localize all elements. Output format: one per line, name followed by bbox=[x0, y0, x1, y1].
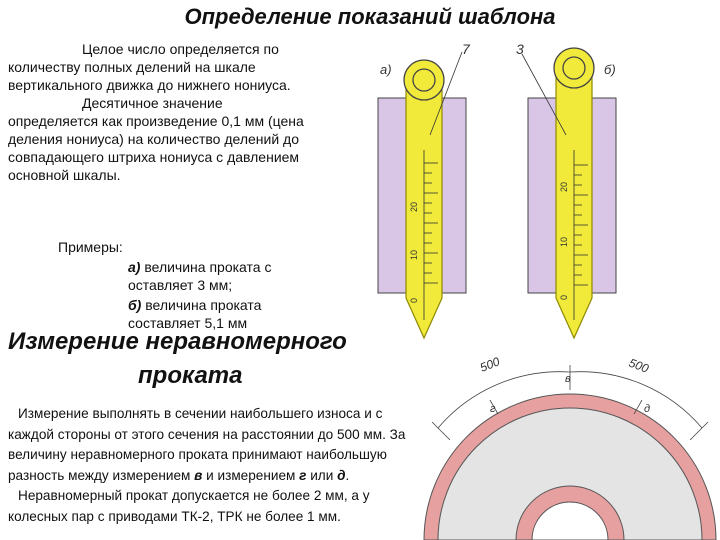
gauge-a-tick-0: 0 bbox=[409, 297, 419, 303]
examples-label: Примеры: bbox=[58, 239, 123, 255]
gauge-a-callout: 7 bbox=[462, 41, 470, 57]
measurement-paragraph-1 bbox=[8, 404, 428, 486]
point-d: д bbox=[644, 403, 651, 415]
measure-p1-or: или bbox=[306, 467, 338, 483]
measure-p1-mid: и измерением bbox=[202, 467, 300, 483]
wheel-diagram bbox=[420, 350, 720, 540]
gauge-b-tick-20: 20 bbox=[559, 181, 569, 192]
measurement-paragraph-2: Неравномерный прокат допускается не более 2 мм, а у колесных пар с приводами ТК-2, ТРК не более 1 мм. bbox=[8, 488, 370, 524]
intro-text bbox=[8, 40, 308, 184]
dimension-right: 500 bbox=[626, 355, 651, 376]
measure-letter-g: г bbox=[299, 467, 307, 483]
example-a-letter: а) bbox=[128, 259, 141, 275]
example-a bbox=[128, 258, 328, 294]
section-title-line-2: проката bbox=[138, 362, 243, 389]
intro-paragraph-2: Десятичное значение определяется как произведение 0,1 мм (цена деления нониуса) на количество делений до совпадающего штриха нониуса с давлением основной шкалы. bbox=[8, 95, 304, 183]
gauge-b-knob-inner bbox=[563, 57, 585, 79]
example-b-text: величина проката составляет 5,1 мм bbox=[128, 297, 262, 331]
measure-p1-end: . bbox=[345, 467, 350, 483]
measure-letter-d: д bbox=[337, 467, 346, 483]
gauge-a-knob-inner bbox=[413, 69, 435, 91]
gauge-b-callout: 3 bbox=[516, 41, 524, 57]
gauge-b bbox=[516, 41, 616, 338]
point-g: г bbox=[490, 403, 496, 415]
section-title-line-1: Измерение неравномерного bbox=[8, 328, 347, 355]
point-v: в bbox=[565, 373, 571, 385]
example-b bbox=[128, 296, 328, 332]
example-a-text: величина проката с оставляет 3 мм; bbox=[128, 259, 272, 293]
gauge-diagrams bbox=[370, 40, 660, 340]
measure-letter-v: в bbox=[194, 467, 203, 483]
gauge-b-label: б) bbox=[604, 62, 616, 77]
gauge-b-tick-10: 10 bbox=[559, 236, 569, 247]
example-b-letter: б) bbox=[128, 297, 142, 313]
dimension-left: 500 bbox=[477, 354, 502, 375]
page-title: Определение показаний шаблона bbox=[184, 4, 556, 29]
measurement-text bbox=[8, 404, 428, 527]
gauge-a-tick-10: 10 bbox=[409, 249, 419, 260]
gauge-b-tick-0: 0 bbox=[559, 294, 569, 300]
gauge-a bbox=[378, 41, 471, 338]
gauge-a-tick-20: 20 bbox=[409, 201, 419, 212]
intro-paragraph-1: Целое число определяется по количеству полных делений на шкале вертикального движка до нижнего нониуса. bbox=[8, 41, 291, 93]
measure-p1-text: Измерение выполнять в сечении наибольшего износа и с каждой стороны от этого сечения на расстоянии до 500 мм. За величину неравномерного проката принимают наибольшую разность между измерением bbox=[8, 406, 406, 483]
gauge-a-label: а) bbox=[380, 62, 392, 77]
